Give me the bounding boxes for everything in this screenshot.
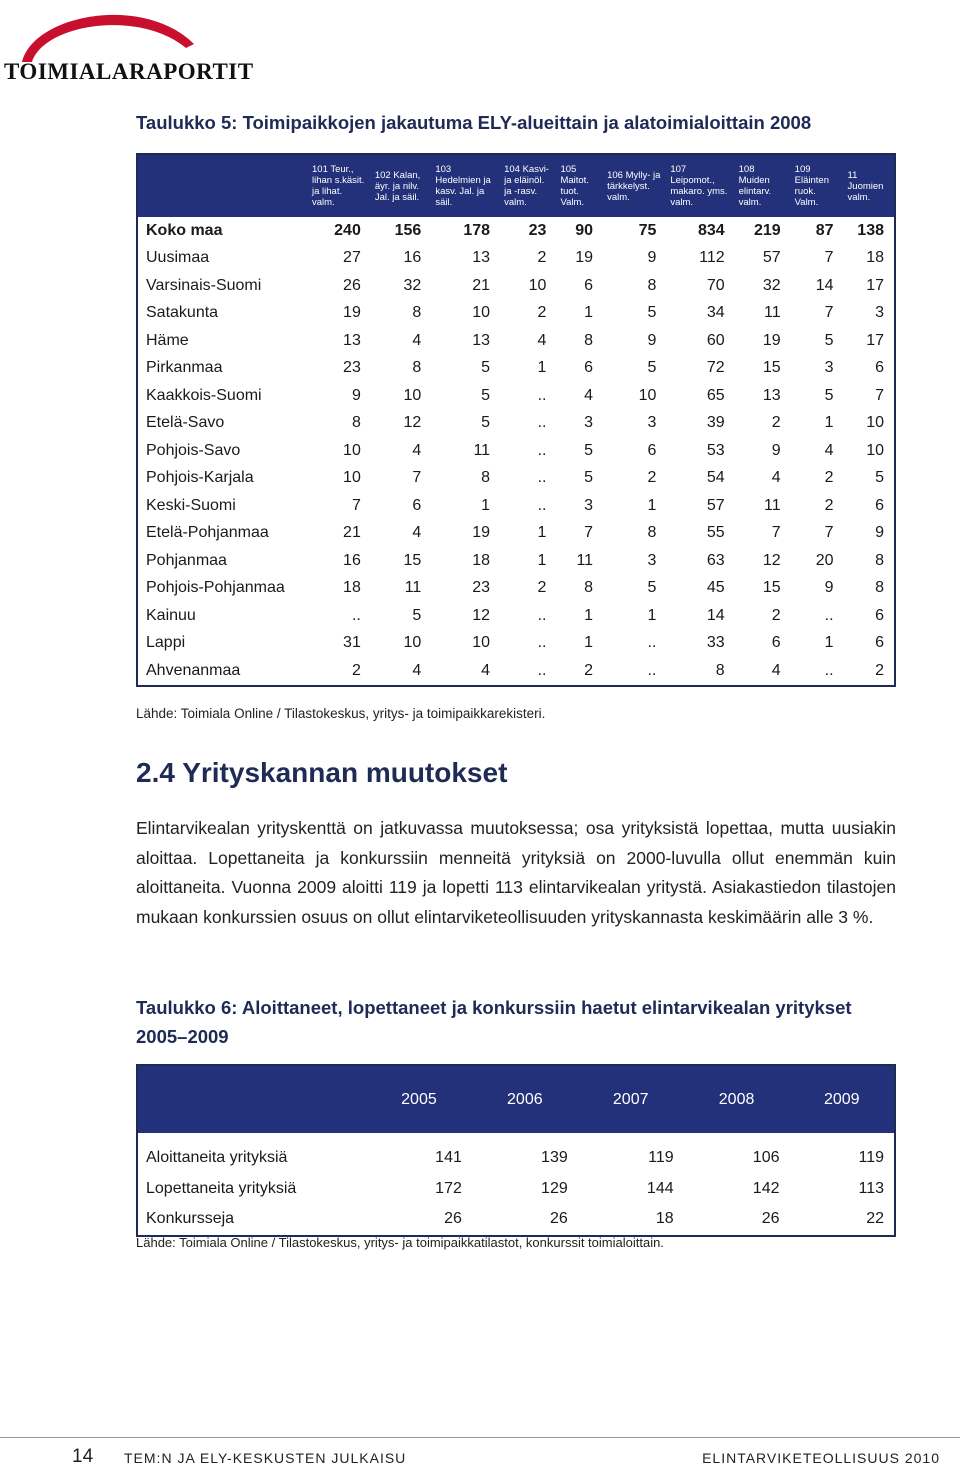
table5-cell: 8 — [647, 524, 657, 542]
table5-cell: 9 — [647, 331, 657, 349]
table5-cell: 6 — [412, 496, 422, 514]
table5-cell: 19 — [575, 249, 594, 267]
table5-row-label: Kaakkois-Suomi — [146, 386, 262, 404]
table5-cell: 7 — [412, 469, 422, 487]
table5-cell: 5 — [481, 359, 491, 377]
table5-cell: 1 — [584, 606, 594, 624]
table5-cell: 27 — [343, 249, 361, 267]
table5-cell: .. — [537, 496, 547, 514]
table5-cell: 4 — [537, 331, 547, 349]
footer-report-title: ELINTARVIKETEOLLISUUS 2010 — [702, 1450, 940, 1466]
table5-cell: .. — [824, 661, 834, 679]
table5-cell: 8 — [715, 661, 725, 679]
table5-cell: 39 — [706, 414, 725, 432]
table5-header: 104 Kasvi- ja eläinöl. ja -rasv. valm. — [500, 154, 556, 217]
table5-cell: 240 — [334, 221, 361, 239]
table5-cell: 7 — [875, 386, 884, 404]
table5-cell: 4 — [771, 661, 781, 679]
table5-cell: 33 — [706, 634, 725, 652]
table5-cell: 31 — [343, 634, 361, 652]
table6-header: 2005 — [366, 1065, 472, 1133]
table5-cell: 18 — [472, 551, 491, 569]
table5-cell: 4 — [412, 661, 422, 679]
table5-cell: 23 — [343, 359, 361, 377]
table6-header: 2007 — [578, 1065, 684, 1133]
table6-spacer-cell — [137, 1133, 895, 1143]
table5-header: 101 Teur., lihan s.käsit. ja lihat. valm. — [308, 154, 371, 217]
table6-row — [137, 1143, 895, 1174]
table5-cell: .. — [824, 606, 834, 624]
table5-cell: 6 — [771, 634, 781, 652]
table5-cell: 26 — [343, 276, 361, 294]
table5-row — [137, 327, 895, 355]
table5-cell: 63 — [706, 551, 725, 569]
table5-row — [137, 410, 895, 438]
table5-cell: 5 — [412, 606, 422, 624]
table5-cell: 45 — [706, 579, 725, 597]
table5-title: Taulukko 5: Toimipaikkojen jakautuma ELY-alueittain ja alatoimialoittain 2008 — [136, 112, 812, 133]
table5-row — [137, 437, 895, 465]
table5-cell: 2 — [771, 414, 781, 432]
table5-cell: 4 — [824, 441, 834, 459]
page-number: 14 — [72, 1446, 94, 1467]
table5-cell: 12 — [472, 606, 491, 624]
table5-cell: 4 — [771, 469, 781, 487]
table5-cell: 18 — [343, 579, 361, 597]
table5-row-label: Pirkanmaa — [146, 359, 223, 377]
table5-cell: 2 — [351, 661, 361, 679]
table5-cell: 5 — [647, 359, 657, 377]
table6-header: 2009 — [790, 1065, 896, 1133]
table5-cell: 11 — [404, 579, 422, 597]
table5-row — [137, 547, 895, 575]
table5-header: 109 Eläinten ruok. Valm. — [791, 154, 844, 217]
table5-cell: 17 — [866, 331, 884, 349]
table6-cell: 142 — [752, 1179, 780, 1197]
table5-cell: 2 — [824, 469, 834, 487]
table5-row — [137, 355, 895, 383]
table5-cell: 17 — [866, 276, 884, 294]
table5-row-label: Ahvenanmaa — [146, 661, 241, 679]
table5-row-label: Pohjois-Karjala — [146, 469, 254, 487]
table5-cell: 1 — [584, 304, 594, 322]
table5-cell: 13 — [472, 249, 491, 267]
table5-cell: 9 — [824, 579, 834, 597]
table5-cell: .. — [647, 634, 657, 652]
footer-divider — [0, 1437, 960, 1438]
table5-cell: 5 — [824, 331, 834, 349]
table5-cell: 7 — [584, 524, 594, 542]
table5-row-label: Häme — [146, 331, 189, 349]
table5-cell: 54 — [706, 469, 725, 487]
table5-cell: 156 — [394, 221, 422, 239]
table5-cell: 9 — [647, 249, 657, 267]
table5-header-row — [137, 154, 895, 217]
table5-header: 11 Juomien valm. — [844, 154, 895, 217]
table5-cell: 5 — [481, 386, 491, 404]
table5-source: Lähde: Toimiala Online / Tilastokeskus, yritys- ja toimipaikkarekisteri. — [136, 706, 546, 721]
table5-row — [137, 657, 895, 686]
table5-cell: 57 — [706, 496, 725, 514]
table5-cell: 1 — [537, 551, 547, 569]
table5-cell: 2 — [875, 661, 884, 679]
table5-cell: 21 — [472, 276, 491, 294]
table6-cell: 18 — [655, 1210, 674, 1228]
table5-cell: 19 — [472, 524, 491, 542]
table6-cell: 141 — [435, 1149, 462, 1167]
table5-cell: 10 — [343, 469, 361, 487]
table5-cell: 16 — [403, 249, 422, 267]
table6-cell: 113 — [858, 1179, 884, 1197]
table5-row — [137, 245, 895, 273]
table5-cell: 14 — [706, 606, 725, 624]
table5-cell: 18 — [866, 249, 884, 267]
table5-cell: 834 — [697, 221, 725, 239]
table5-row-label: Varsinais-Suomi — [146, 276, 262, 294]
table5-row-label: Keski-Suomi — [146, 496, 236, 514]
table5-cell: 20 — [815, 551, 834, 569]
table5-row-label: Koko maa — [146, 221, 223, 239]
table6-cell: 106 — [752, 1149, 780, 1167]
table5-cell: 8 — [875, 579, 884, 597]
table5-cell: 87 — [815, 221, 834, 239]
table5-cell: 11 — [764, 496, 781, 514]
table5-cell: 2 — [584, 661, 594, 679]
table5-cell: 1 — [824, 634, 834, 652]
table5-row — [137, 602, 895, 630]
table5-cell: 9 — [875, 524, 884, 542]
table5-cell: 4 — [412, 441, 422, 459]
table6-cell: 22 — [866, 1210, 884, 1228]
table5-cell: 55 — [706, 524, 725, 542]
table5-cell: 2 — [537, 304, 547, 322]
table5-cell: 60 — [706, 331, 725, 349]
table5-cell: 10 — [472, 634, 491, 652]
table5-cell: 3 — [875, 304, 884, 322]
table5-cell: .. — [351, 606, 361, 624]
table5-cell: 2 — [824, 496, 834, 514]
table5-cell: 1 — [647, 496, 657, 514]
table5-cell: 9 — [351, 386, 361, 404]
table6-row-label: Aloittaneita yrityksiä — [146, 1149, 288, 1167]
table5-cell: .. — [537, 386, 547, 404]
table5-cell: 2 — [537, 579, 547, 597]
section-title: 2.4 Yrityskannan muutokset — [136, 757, 508, 788]
table5-cell: 178 — [463, 221, 491, 239]
table5-cell: 1 — [647, 606, 657, 624]
table5-cell: 1 — [584, 634, 594, 652]
table6-header: 2008 — [684, 1065, 790, 1133]
table5-header: 107 Leipomot., makaro. yms. valm. — [666, 154, 734, 217]
table5-cell: 23 — [472, 579, 491, 597]
table5-cell: 6 — [875, 359, 884, 377]
table5-row-label: Pohjanmaa — [146, 551, 227, 569]
table5-row-label: Pohjois-Pohjanmaa — [146, 579, 285, 597]
table5-cell: 10 — [403, 386, 422, 404]
table5-cell: 3 — [647, 414, 657, 432]
table5-cell: 10 — [866, 441, 884, 459]
table5-cell: 7 — [351, 496, 361, 514]
table5-cell: 6 — [875, 634, 884, 652]
table5-cell: 32 — [403, 276, 422, 294]
table5-cell: 13 — [762, 386, 781, 404]
table5-row-label: Etelä-Savo — [146, 414, 225, 432]
footer-publication: TEM:N JA ELY-KESKUSTEN JULKAISU — [124, 1450, 407, 1466]
table5-cell: 70 — [706, 276, 725, 294]
table5-header: 103 Hedelmien ja kasv. Jal. ja säil. — [431, 154, 500, 217]
table5-cell: 16 — [343, 551, 361, 569]
table5-cell: 8 — [412, 359, 422, 377]
table5-cell: .. — [537, 414, 547, 432]
table5-cell: .. — [537, 634, 547, 652]
table5-row — [137, 575, 895, 603]
table5-cell: 5 — [824, 386, 834, 404]
table5-cell: 90 — [575, 221, 594, 239]
table5-cell: 8 — [584, 331, 594, 349]
table5-cell: 14 — [815, 276, 834, 294]
table6 — [136, 1064, 896, 1237]
section-paragraph: Elintarvikealan yrityskenttä on jatkuvassa muutoksessa; osa yrityksistä lopettaa, mutta uusiakin aloittaa. Lopettaneita ja konkurssiin menneitä yrityksiä on 2000-luvulla ollut enemmän kuin aloittaneita. Vuonna 2009 aloitti 119 ja lopetti 113 elintarvikealan yritystä. Asiakastiedon tilastojen mukaan konkurssien osuus on ollut elintarviketeollisuuden yrityskannasta keskimäärin alle 3 %. — [136, 818, 896, 927]
table5-cell: 12 — [762, 551, 781, 569]
table5-header: 102 Kalan, äyr. ja nilv. Jal. ja säil. — [371, 154, 431, 217]
table5-cell: 32 — [762, 276, 781, 294]
table6-cell: 26 — [444, 1210, 462, 1228]
table5-cell: .. — [537, 606, 547, 624]
table5-cell: 10 — [472, 304, 491, 322]
table5-row-label: Etelä-Pohjanmaa — [146, 524, 269, 542]
table5-cell: 72 — [706, 359, 725, 377]
table5-cell: .. — [647, 661, 657, 679]
table6-spacer-row — [137, 1133, 895, 1143]
table5-cell: .. — [537, 469, 547, 487]
table5-cell: 34 — [706, 304, 725, 322]
table5-cell: 8 — [481, 469, 491, 487]
table5-row-label: Pohjois-Savo — [146, 441, 241, 459]
table5-cell: 5 — [584, 441, 594, 459]
table5-row — [137, 520, 895, 548]
table5-cell: 1 — [537, 359, 547, 377]
table5-cell: 219 — [753, 221, 781, 239]
table6-cell: 144 — [646, 1179, 674, 1197]
table5-cell: 21 — [343, 524, 361, 542]
table5-cell: 53 — [706, 441, 725, 459]
table5-cell: 6 — [584, 276, 594, 294]
table5-header: 105 Maitot. tuot. Valm. — [556, 154, 603, 217]
table6-header-row — [137, 1065, 895, 1133]
table5-cell: 7 — [824, 249, 834, 267]
table5-cell: 3 — [824, 359, 834, 377]
table5-cell: 12 — [403, 414, 422, 432]
table5-cell: 2 — [771, 606, 781, 624]
table6-row — [137, 1204, 895, 1236]
table5-cell: 5 — [647, 579, 657, 597]
table5-cell: 6 — [584, 359, 594, 377]
table5-cell: 5 — [647, 304, 657, 322]
table5-cell: .. — [537, 441, 547, 459]
table5-cell: 10 — [638, 386, 657, 404]
table5-cell: 9 — [771, 441, 781, 459]
table6-cell: 119 — [648, 1149, 674, 1167]
table5-cell: 1 — [824, 414, 834, 432]
table5-row — [137, 465, 895, 493]
table5-cell: 13 — [472, 331, 491, 349]
table5-header: 108 Muiden elintarv. valm. — [735, 154, 791, 217]
brand-logo-text: TOIMIALARAPORTIT — [4, 59, 254, 84]
table5-cell: 11 — [576, 551, 594, 569]
table6-header-blank — [137, 1065, 366, 1133]
table6-row-label: Lopettaneita yrityksiä — [146, 1179, 297, 1197]
table5-cell: 10 — [866, 414, 884, 432]
table6-source: Lähde: Toimiala Online / Tilastokeskus, yritys- ja toimipaikkatilastot, konkurssit toimialoittain. — [136, 1235, 664, 1250]
table5-cell: 10 — [403, 634, 422, 652]
table5-cell: .. — [537, 661, 547, 679]
table5-cell: 4 — [412, 331, 422, 349]
table5-row-label: Satakunta — [146, 304, 219, 322]
table5-cell: 15 — [762, 359, 781, 377]
table5-cell: 3 — [584, 496, 594, 514]
table6-cell: 26 — [549, 1210, 568, 1228]
table5-row-label: Lappi — [146, 634, 186, 652]
table5-cell: 15 — [762, 579, 781, 597]
table5-cell: 7 — [824, 524, 834, 542]
table5-cell: 8 — [647, 276, 657, 294]
table6-title: Taulukko 6: Aloittaneet, lopettaneet ja konkurssiin haetut elintarvikealan yritykset 2005–2009 — [136, 997, 852, 1047]
table6-cell: 26 — [761, 1210, 780, 1228]
table5-cell: 3 — [647, 551, 657, 569]
table5-cell: 112 — [699, 249, 725, 267]
table5-header-blank — [137, 154, 308, 217]
table6-row-label: Konkursseja — [146, 1210, 235, 1228]
table5-cell: 2 — [537, 249, 547, 267]
table6-header: 2006 — [472, 1065, 578, 1133]
table5-cell: 7 — [771, 524, 781, 542]
table5-cell: 7 — [824, 304, 834, 322]
table5-cell: 57 — [762, 249, 781, 267]
table6-cell: 119 — [858, 1149, 884, 1167]
table5-row — [137, 272, 895, 300]
table5-cell: 6 — [647, 441, 657, 459]
table5-cell: 8 — [584, 579, 594, 597]
table5-cell: 1 — [537, 524, 547, 542]
table5-cell: 4 — [412, 524, 422, 542]
table5-cell: 8 — [351, 414, 361, 432]
table5-cell: 19 — [343, 304, 361, 322]
table5-cell: 5 — [875, 469, 884, 487]
table5 — [136, 153, 896, 687]
table5-row — [137, 630, 895, 658]
table6-cell: 172 — [435, 1179, 462, 1197]
table5-cell: 4 — [584, 386, 594, 404]
table5-cell: 5 — [584, 469, 594, 487]
table5-cell: 8 — [412, 304, 422, 322]
table5-cell: 13 — [343, 331, 361, 349]
table5-row — [137, 492, 895, 520]
table5-row-label: Kainuu — [146, 606, 196, 624]
table5-cell: 2 — [647, 469, 657, 487]
table5-cell: 138 — [857, 221, 884, 239]
table5-cell: 3 — [584, 414, 594, 432]
table5-cell: 11 — [473, 441, 491, 459]
table5-cell: 65 — [706, 386, 725, 404]
table5-cell: 1 — [481, 496, 491, 514]
table6-row — [137, 1174, 895, 1205]
table5-cell: 15 — [403, 551, 422, 569]
table5-cell: 11 — [764, 304, 781, 322]
table5-cell: 23 — [528, 221, 547, 239]
table5-row-label: Uusimaa — [146, 249, 210, 267]
table5-cell: 6 — [875, 496, 884, 514]
table5-cell: 4 — [481, 661, 491, 679]
table5-cell: 19 — [762, 331, 781, 349]
table5-cell: 6 — [875, 606, 884, 624]
table5-cell: 75 — [638, 221, 657, 239]
table5-cell: 5 — [481, 414, 491, 432]
table5-header: 106 Mylly- ja tärkkelyst. valm. — [603, 154, 666, 217]
table5-row — [137, 217, 895, 245]
table5-row — [137, 300, 895, 328]
table5-cell: 10 — [343, 441, 361, 459]
table6-cell: 129 — [541, 1179, 568, 1197]
table6-cell: 139 — [541, 1149, 568, 1167]
table5-cell: 8 — [875, 551, 884, 569]
table5-cell: 10 — [528, 276, 547, 294]
table5-row — [137, 382, 895, 410]
